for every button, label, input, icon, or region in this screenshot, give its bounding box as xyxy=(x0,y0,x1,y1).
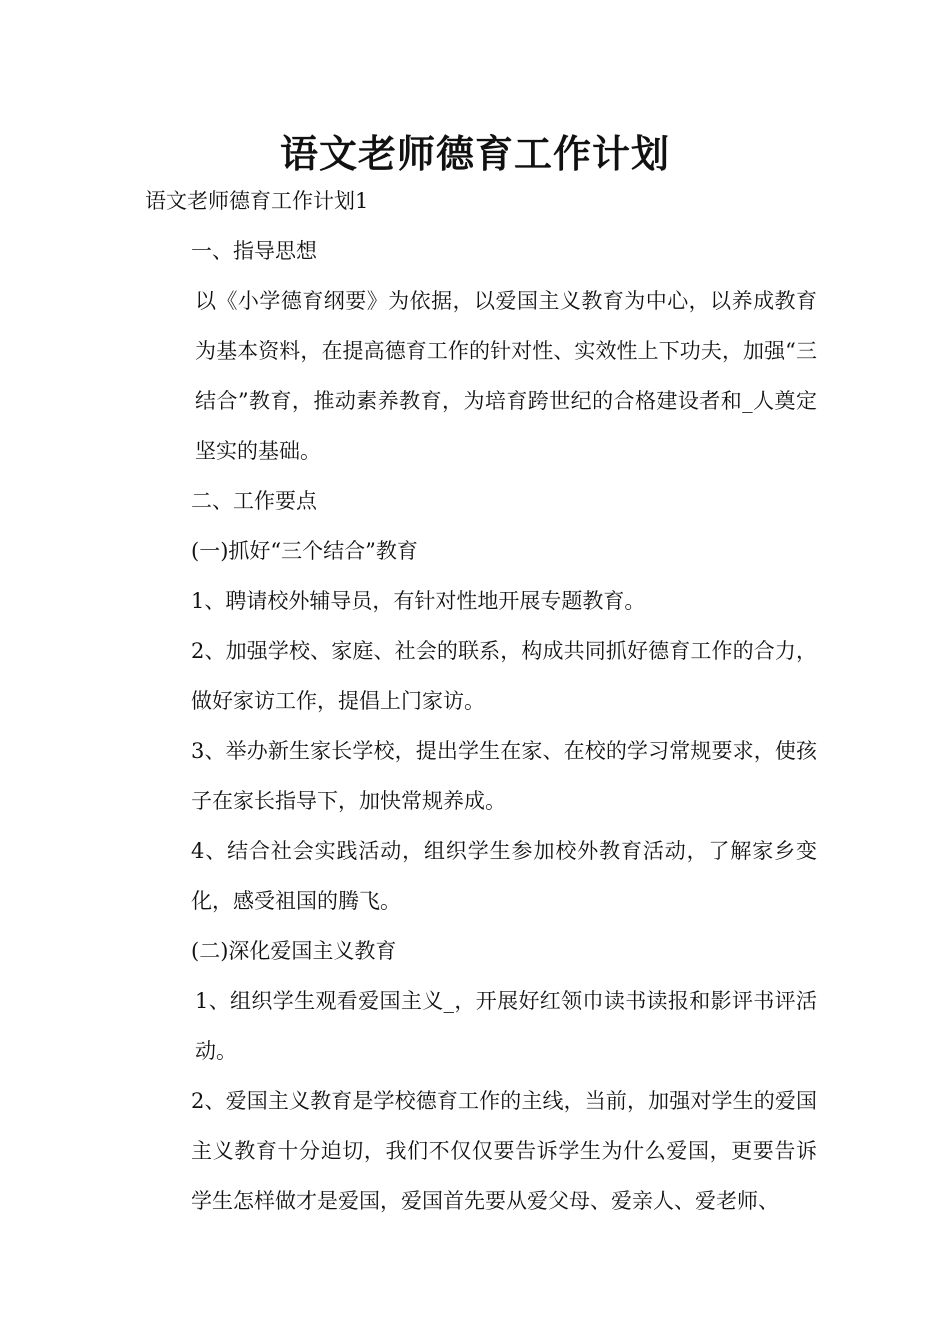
document-body xyxy=(145,176,817,1226)
subsection-heading-patriotism: (二)深化爱国主义教育 xyxy=(191,939,397,963)
list-item-2: 2、加强学校、家庭、社会的联系，构成共同抓好德育工作的合力，做好家访工作，提倡上门家访。 xyxy=(191,639,817,713)
list-item-patriotism-2: 2、爱国主义教育是学校德育工作的主线，当前，加强对学生的爱国主义教育十分迫切，我们不仅仅要告诉学生为什么爱国，更要告诉学生怎样做才是爱国，爱国首先要从爱父母、爱亲人、爱老师、 xyxy=(191,1089,817,1213)
section-heading-guiding-thought: 一、指导思想 xyxy=(191,239,317,263)
list-item-4: 4、结合社会实践活动，组织学生参加校外教育活动，了解家乡变化，感受祖国的腾飞。 xyxy=(191,839,817,913)
document-subtitle: 语文老师德育工作计划1 xyxy=(145,189,369,213)
paragraph-guiding-thought: 以《小学德育纲要》为依据，以爱国主义教育为中心，以养成教育为基本资料，在提高德育工作的针对性、实效性上下功夫，加强“三结合”教育，推动素养教育，为培育跨世纪的合格建设者和_人奠定坚实的基础。 xyxy=(195,289,817,463)
section-heading-work-points: 二、工作要点 xyxy=(191,489,317,513)
subsection-heading-three-combinations: (一)抓好“三个结合”教育 xyxy=(191,539,418,563)
list-item-3: 3、举办新生家长学校，提出学生在家、在校的学习常规要求，使孩子在家长指导下，加快常规养成。 xyxy=(191,739,817,813)
list-item-patriotism-1: 1、组织学生观看爱国主义_，开展好红领巾读书读报和影评书评活动。 xyxy=(195,989,817,1063)
document-title: 语文老师德育工作计划 xyxy=(279,132,670,176)
list-item-1: 1、聘请校外辅导员，有针对性地开展专题教育。 xyxy=(191,589,646,613)
